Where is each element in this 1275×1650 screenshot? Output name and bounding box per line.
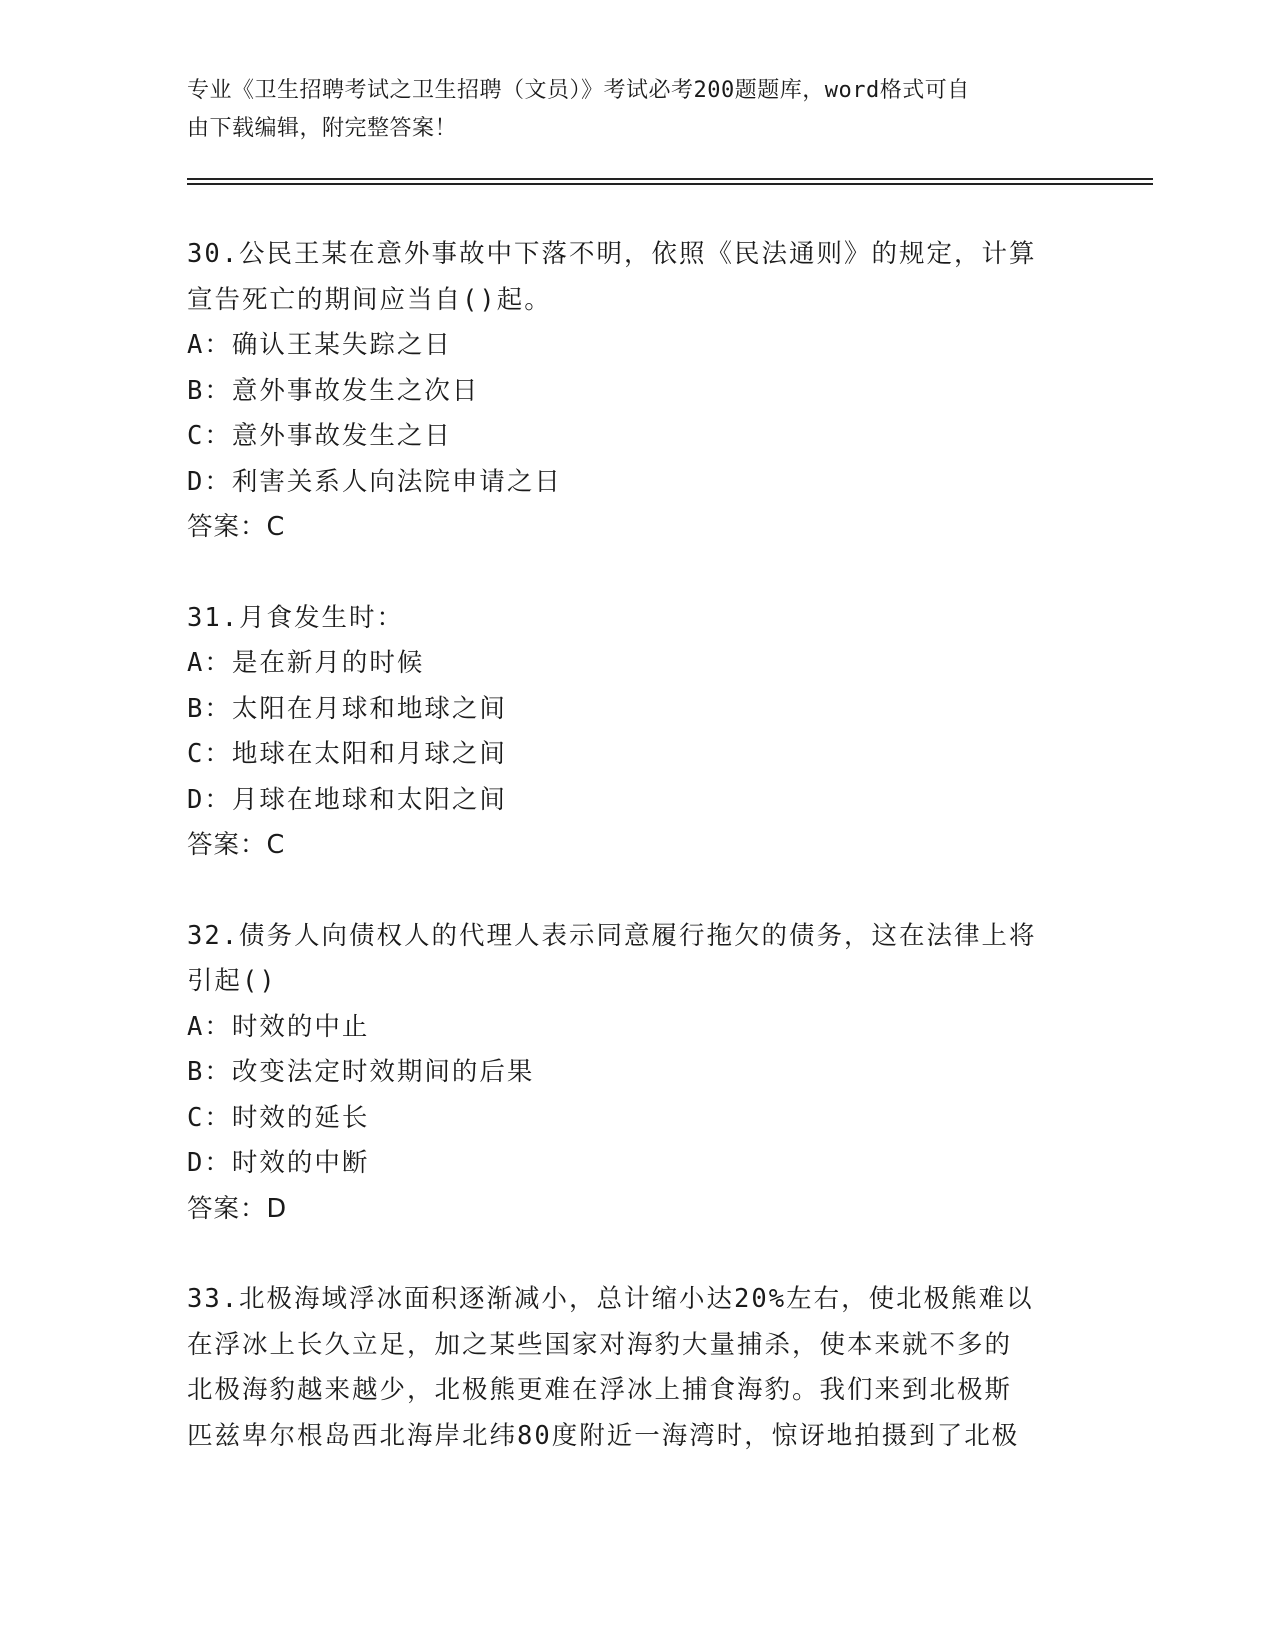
answer-label: 答案：C bbox=[187, 830, 286, 860]
option-d: D：利害关系人向法院申请之日 bbox=[187, 466, 562, 497]
question-text-line: 31.月食发生时： bbox=[187, 602, 405, 633]
option-c: C：时效的延长 bbox=[187, 1102, 370, 1133]
answer-label: 答案：C bbox=[187, 512, 286, 542]
option-a: A：时效的中止 bbox=[187, 1011, 370, 1042]
question-text-line: 引起() bbox=[187, 966, 277, 996]
question-text-line: 匹兹卑尔根岛西北海岸北纬80度附近一海湾时，惊讶地拍摄到了北极 bbox=[187, 1420, 1020, 1451]
option-d: D：月球在地球和太阳之间 bbox=[187, 784, 507, 815]
option-b: B：改变法定时效期间的后果 bbox=[187, 1057, 535, 1087]
question-list bbox=[187, 232, 1067, 1504]
question-text-line: 33.北极海域浮冰面积逐渐减小，总计缩小达20%左右，使北极熊难以 bbox=[187, 1284, 1034, 1314]
header-intro-line-2: 由下载编辑，附完整答案！ bbox=[187, 116, 458, 141]
question-text-line: 30.公民王某在意外事故中下落不明，依照《民法通则》的规定，计算 bbox=[187, 239, 1037, 269]
option-c: C：地球在太阳和月球之间 bbox=[187, 739, 507, 769]
question-32 bbox=[187, 914, 1067, 1233]
question-30 bbox=[187, 232, 1067, 551]
option-a: A：确认王某失踪之日 bbox=[187, 330, 452, 360]
option-a: A：是在新月的时候 bbox=[187, 648, 425, 678]
question-text-line: 宣告死亡的期间应当自()起。 bbox=[187, 284, 552, 315]
question-text-line: 32.债务人向债权人的代理人表示同意履行拖欠的债务，这在法律上将 bbox=[187, 920, 1037, 951]
option-b: B：太阳在月球和地球之间 bbox=[187, 693, 507, 724]
document-header bbox=[187, 72, 1067, 148]
option-c: C：意外事故发生之日 bbox=[187, 421, 452, 451]
header-intro-line-1: 专业《卫生招聘考试之卫生招聘（文员）》考试必考200题题库，word格式可自 bbox=[187, 78, 970, 103]
question-33 bbox=[187, 1277, 1067, 1459]
question-text-line: 在浮冰上长久立足，加之某些国家对海豹大量捕杀，使本来就不多的 bbox=[187, 1329, 1013, 1360]
question-31 bbox=[187, 596, 1067, 869]
header-divider-top bbox=[187, 178, 1153, 180]
header-divider-bottom bbox=[187, 183, 1153, 185]
answer-label: 答案：D bbox=[187, 1193, 288, 1224]
question-text-line: 北极海豹越来越少，北极熊更难在浮冰上捕食海豹。我们来到北极斯 bbox=[187, 1375, 1013, 1405]
option-d: D：时效的中断 bbox=[187, 1148, 370, 1178]
option-b: B：意外事故发生之次日 bbox=[187, 375, 480, 406]
